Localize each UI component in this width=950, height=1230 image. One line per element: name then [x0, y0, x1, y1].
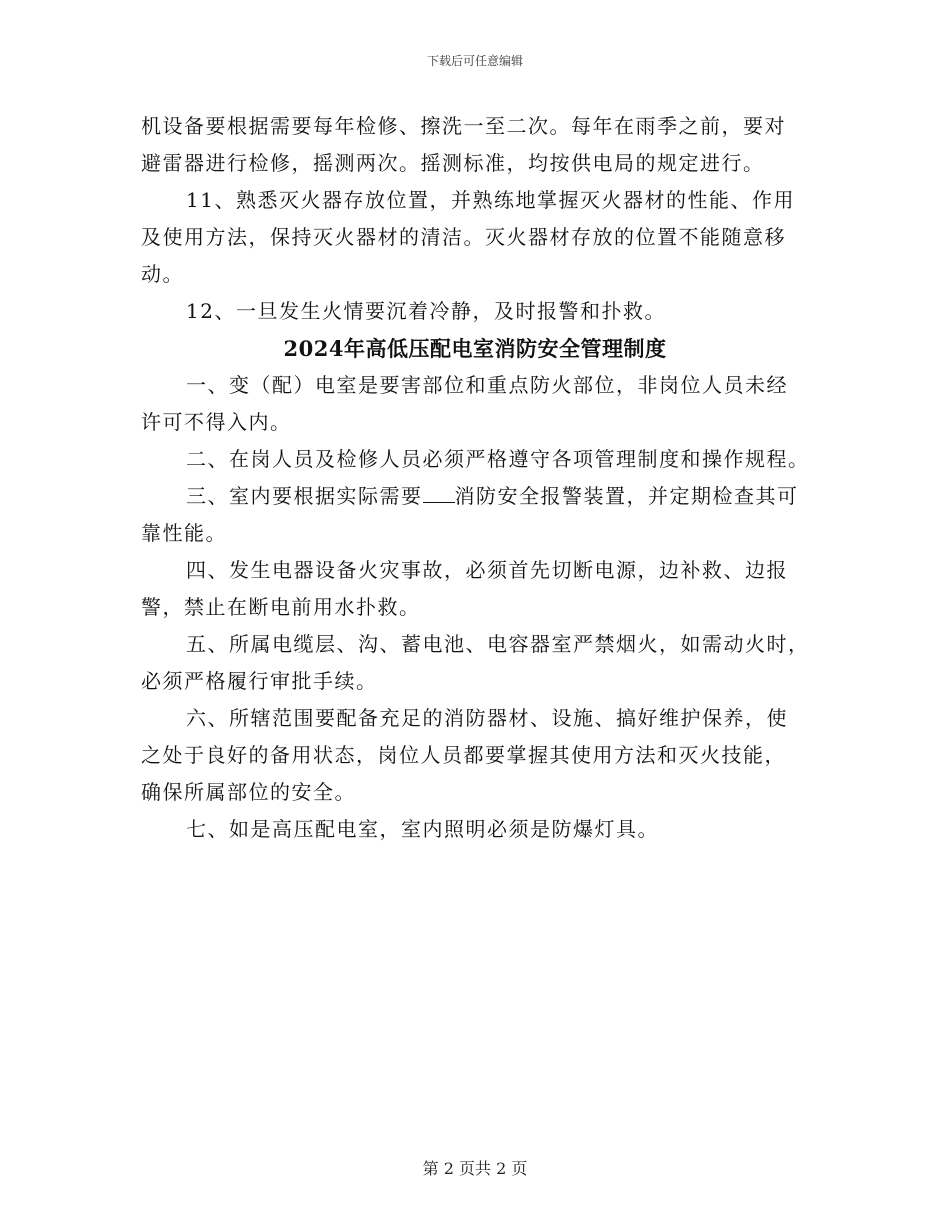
paragraph-line: 六、所辖范围要配备充足的消防器材、设施、搞好维护保养，使 — [186, 706, 788, 730]
page-header: 下载后可任意编辑 — [426, 54, 523, 68]
paragraph-line: 五、所属电缆层、沟、蓄电池、电容器室严禁烟火，如需动火时， — [186, 632, 810, 656]
paragraph-line: 警，禁止在断电前用水扑救。 — [141, 595, 421, 619]
page-number-footer: 第 2 页共 2 页 — [422, 1159, 528, 1178]
paragraph-line: 及使用方法，保持灭火器材的清洁。灭火器材存放的位置不能随意移 — [141, 225, 786, 249]
paragraph-line: 许可不得入内。 — [141, 410, 292, 434]
paragraph-line: 二、在岗人员及检修人员必须严格遵守各项管理制度和操作规程。 — [186, 447, 810, 471]
paragraph-line — [141, 478, 813, 515]
paragraph-line: 11、熟悉灭火器存放位置，并熟练地掌握灭火器材的性能、作用 — [186, 188, 795, 212]
document-body — [141, 108, 813, 848]
paragraph-line: 必须严格履行审批手续。 — [141, 669, 378, 693]
paragraph-text: 三、室内要根据实际需要 — [186, 484, 423, 508]
paragraph-line: 七、如是高压配电室，室内照明必须是防爆灯具。 — [186, 817, 659, 841]
paragraph-line: 机设备要根据需要每年检修、擦洗一至二次。每年在雨季之前，要对 — [141, 114, 786, 138]
section-title: 2024年高低压配电室消防安全管理制度 — [283, 336, 667, 361]
paragraph-line: 之处于良好的备用状态，岗位人员都要掌握其使用方法和灭火技能， — [141, 743, 786, 767]
paragraph-line: 避雷器进行检修，摇测两次。摇测标准，均按供电局的规定进行。 — [141, 151, 765, 175]
fill-in-blank — [423, 484, 455, 503]
paragraph-line: 四、发生电器设备火灾事故，必须首先切断电源，边补救、边报 — [186, 558, 788, 582]
paragraph-line: 靠性能。 — [141, 521, 227, 545]
paragraph-line: 确保所属部位的安全。 — [141, 780, 356, 804]
paragraph-line: 一、变（配）电室是要害部位和重点防火部位，非岗位人员未经 — [186, 373, 788, 397]
paragraph-line: 动。 — [141, 262, 184, 286]
paragraph-line: 12、一旦发生火情要沉着冷静，及时报警和扑救。 — [186, 299, 666, 323]
paragraph-text: 消防安全报警装置，并定期检查其可 — [454, 484, 799, 508]
